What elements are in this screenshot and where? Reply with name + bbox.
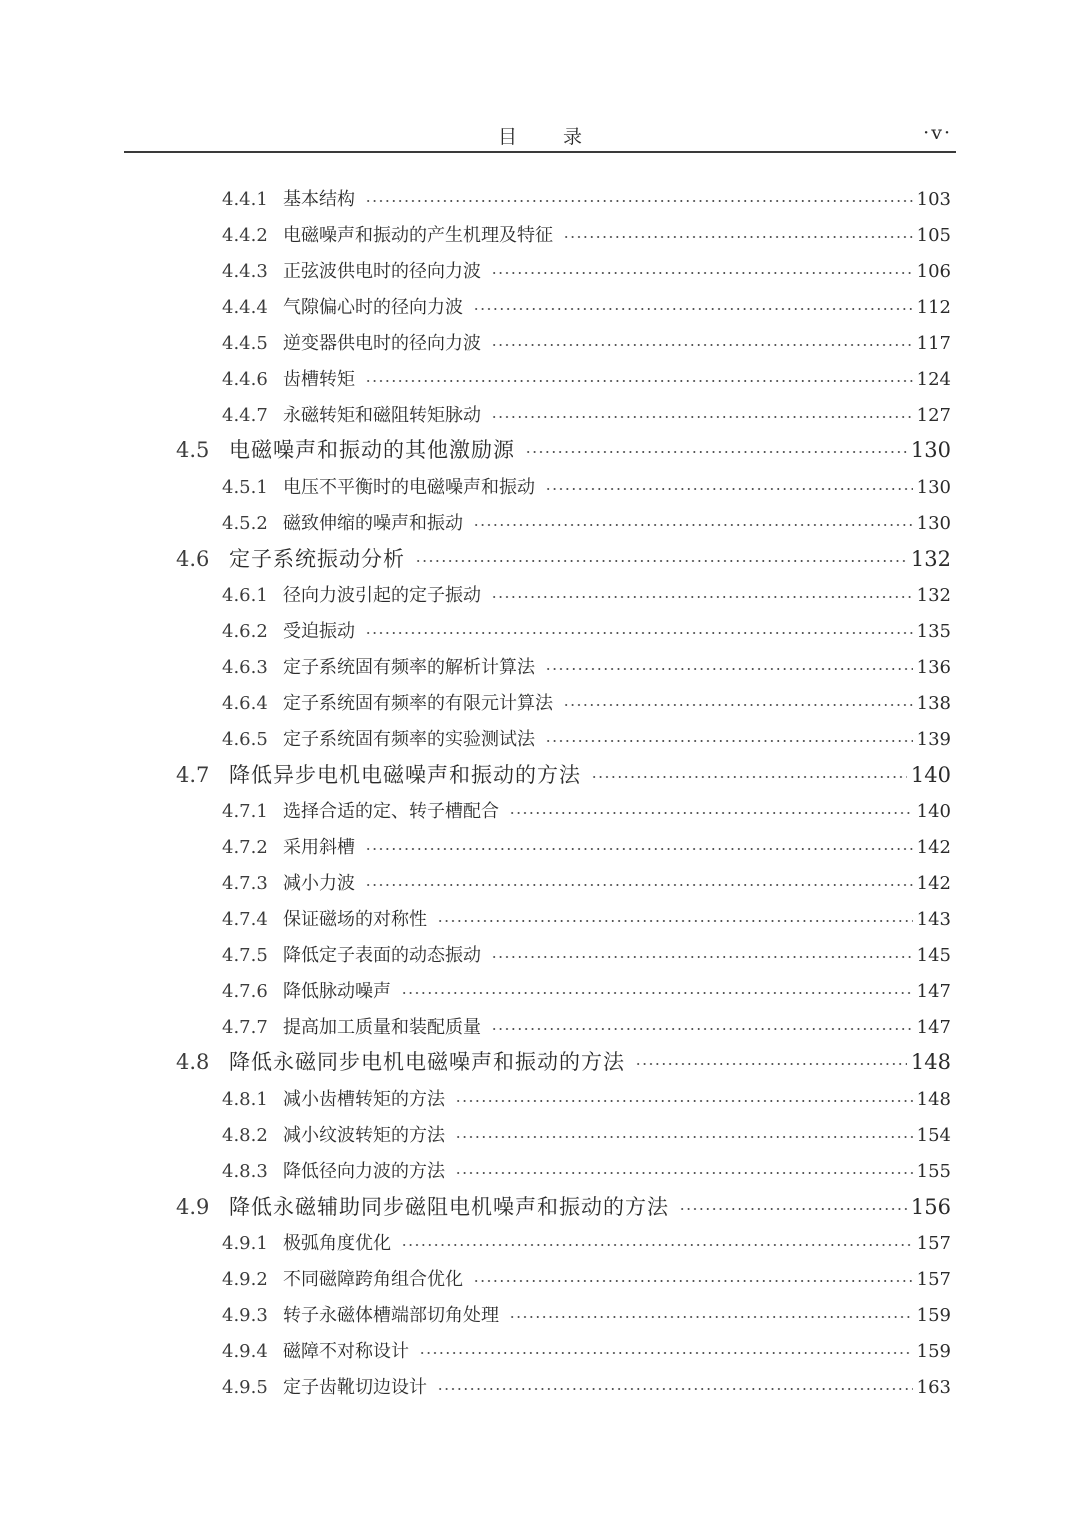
toc-entry-page: 155 (916, 1161, 951, 1182)
toc-section-entry[interactable] (176, 543, 951, 573)
toc-dot-leader (415, 559, 907, 563)
toc-entry-title: 保证磁场的对称性 (283, 909, 427, 930)
toc-section-entry[interactable] (176, 759, 951, 789)
toc-subsection-entry[interactable] (222, 1265, 951, 1291)
toc-entry-number: 4.7.4 (222, 909, 268, 930)
toc-dot-leader (545, 667, 913, 671)
toc-entry-page: 147 (916, 1017, 951, 1038)
toc-entry-page: 157 (916, 1269, 951, 1290)
toc-entry-title: 定子系统振动分析 (229, 547, 405, 571)
toc-subsection-entry[interactable] (222, 869, 951, 895)
toc-entry-number: 4.7.1 (222, 801, 268, 822)
toc-subsection-entry[interactable] (222, 941, 951, 967)
toc-entry-number: 4.4.3 (222, 261, 268, 282)
toc-entry-page: 159 (916, 1305, 951, 1326)
toc-entry-title: 降低脉动噪声 (283, 981, 391, 1002)
toc-entry-number: 4.9.1 (222, 1233, 268, 1254)
toc-dot-leader (365, 631, 913, 635)
toc-entry-number: 4.9 (176, 1195, 210, 1219)
toc-entry-number: 4.9.5 (222, 1377, 268, 1398)
header-page-number: ·v· (923, 122, 952, 144)
toc-dot-leader (491, 343, 913, 347)
toc-entry-number: 4.4.1 (222, 189, 268, 210)
toc-subsection-entry[interactable] (222, 293, 951, 319)
toc-entry-title: 降低定子表面的动态振动 (283, 945, 481, 966)
toc-entry-page: 124 (916, 369, 951, 390)
toc-entry-page: 142 (916, 873, 951, 894)
toc-entry-number: 4.4.2 (222, 225, 268, 246)
toc-dot-leader (491, 415, 913, 419)
toc-subsection-entry[interactable] (222, 653, 951, 679)
toc-entry-title: 减小纹波转矩的方法 (283, 1125, 445, 1146)
toc-entry-title: 齿槽转矩 (283, 369, 355, 390)
toc-dot-leader (591, 775, 907, 779)
toc-entry-number: 4.4.6 (222, 369, 268, 390)
toc-entry-page: 148 (910, 1050, 951, 1074)
toc-entry-title: 选择合适的定、转子槽配合 (283, 801, 499, 822)
toc-entry-title: 降低径向力波的方法 (283, 1161, 445, 1182)
toc-dot-leader (473, 523, 913, 527)
toc-entry-page: 130 (910, 438, 951, 462)
toc-dot-leader (545, 739, 913, 743)
toc-section-entry[interactable] (176, 1046, 951, 1076)
toc-entry-page: 132 (916, 585, 951, 606)
toc-entry-number: 4.6.5 (222, 729, 268, 750)
toc-subsection-entry[interactable] (222, 1301, 951, 1327)
toc-entry-title: 定子系统固有频率的解析计算法 (283, 657, 535, 678)
toc-entry-page: 156 (910, 1195, 951, 1219)
toc-dot-leader (401, 991, 913, 995)
toc-entry-number: 4.7.5 (222, 945, 268, 966)
toc-entry-number: 4.6.3 (222, 657, 268, 678)
toc-dot-leader (365, 379, 913, 383)
toc-entry-title: 径向力波引起的定子振动 (283, 585, 481, 606)
toc-subsection-entry[interactable] (222, 329, 951, 355)
toc-entry-number: 4.6.1 (222, 585, 268, 606)
toc-dot-leader (473, 307, 913, 311)
toc-entry-title: 永磁转矩和磁阻转矩脉动 (283, 405, 481, 426)
toc-entry-title: 降低永磁同步电机电磁噪声和振动的方法 (229, 1050, 625, 1074)
toc-dot-leader (491, 595, 913, 599)
toc-dot-leader (491, 955, 913, 959)
toc-dot-leader (455, 1099, 913, 1103)
toc-entry-page: 127 (916, 405, 951, 426)
toc-dot-leader (401, 1243, 913, 1247)
toc-dot-leader (455, 1135, 913, 1139)
toc-entry-page: 136 (916, 657, 951, 678)
toc-entry-title: 不同磁障跨角组合优化 (283, 1269, 463, 1290)
toc-dot-leader (563, 235, 913, 239)
toc-dot-leader (419, 1351, 913, 1355)
toc-entry-title: 采用斜槽 (283, 837, 355, 858)
toc-entry-number: 4.7.3 (222, 873, 268, 894)
toc-subsection-entry[interactable] (222, 977, 951, 1003)
toc-entry-number: 4.9.3 (222, 1305, 268, 1326)
toc-entry-title: 电压不平衡时的电磁噪声和振动 (283, 477, 535, 498)
toc-entry-page: 117 (916, 333, 951, 354)
toc-subsection-entry[interactable] (222, 1121, 951, 1147)
toc-dot-leader (437, 1387, 913, 1391)
toc-subsection-entry[interactable] (222, 581, 951, 607)
toc-entry-page: 159 (916, 1341, 951, 1362)
toc-dot-leader (491, 1027, 913, 1031)
toc-subsection-entry[interactable] (222, 797, 951, 823)
toc-subsection-entry[interactable] (222, 1337, 951, 1363)
toc-entry-page: 105 (916, 225, 951, 246)
toc-subsection-entry[interactable] (222, 257, 951, 283)
toc-entry-page: 138 (916, 693, 951, 714)
toc-entry-number: 4.4.7 (222, 405, 268, 426)
toc-entry-number: 4.7.2 (222, 837, 268, 858)
toc-subsection-entry[interactable] (222, 221, 951, 247)
toc-dot-leader (437, 919, 913, 923)
toc-entry-page: 135 (916, 621, 951, 642)
toc-entry-title: 降低异步电机电磁噪声和振动的方法 (229, 763, 581, 787)
toc-entry-title: 磁障不对称设计 (283, 1341, 409, 1362)
toc-entry-number: 4.4.5 (222, 333, 268, 354)
toc-entry-page: 130 (916, 513, 951, 534)
toc-entry-title: 基本结构 (283, 189, 355, 210)
toc-subsection-entry[interactable] (222, 473, 951, 499)
toc-entry-title: 定子齿靴切边设计 (283, 1377, 427, 1398)
toc-subsection-entry[interactable] (222, 689, 951, 715)
toc-entry-number: 4.5 (176, 438, 210, 462)
toc-entry-page: 154 (916, 1125, 951, 1146)
toc-entry-page: 148 (916, 1089, 951, 1110)
toc-entry-page: 140 (916, 801, 951, 822)
toc-dot-leader (365, 199, 913, 203)
toc-entry-title: 减小齿槽转矩的方法 (283, 1089, 445, 1110)
toc-entry-page: 139 (916, 729, 951, 750)
toc-entry-page: 130 (916, 477, 951, 498)
toc-entry-number: 4.8.1 (222, 1089, 268, 1110)
toc-entry-number: 4.6.4 (222, 693, 268, 714)
toc-entry-title: 极弧角度优化 (283, 1233, 391, 1254)
toc-subsection-entry[interactable] (222, 1157, 951, 1183)
toc-subsection-entry[interactable] (222, 365, 951, 391)
toc-entry-page: 132 (910, 547, 951, 571)
toc-subsection-entry[interactable] (222, 905, 951, 931)
toc-subsection-entry[interactable] (222, 401, 951, 427)
toc-entry-page: 143 (916, 909, 951, 930)
toc-entry-number: 4.8.3 (222, 1161, 268, 1182)
toc-entry-page: 147 (916, 981, 951, 1002)
toc-entry-number: 4.7.7 (222, 1017, 268, 1038)
toc-entry-number: 4.8 (176, 1050, 210, 1074)
toc-entry-title: 正弦波供电时的径向力波 (283, 261, 481, 282)
toc-dot-leader (473, 1279, 913, 1283)
toc-entry-title: 减小力波 (283, 873, 355, 894)
toc-dot-leader (455, 1171, 913, 1175)
toc-entry-title: 电磁噪声和振动的其他激励源 (229, 438, 515, 462)
toc-dot-leader (365, 883, 913, 887)
toc-entry-page: 157 (916, 1233, 951, 1254)
toc-entry-number: 4.5.1 (222, 477, 268, 498)
toc-entry-title: 定子系统固有频率的有限元计算法 (283, 693, 553, 714)
toc-entry-title: 受迫振动 (283, 621, 355, 642)
toc-dot-leader (509, 811, 913, 815)
toc-entry-page: 163 (916, 1377, 951, 1398)
toc-dot-leader (635, 1062, 907, 1066)
toc-subsection-entry[interactable] (222, 833, 951, 859)
toc-entry-number: 4.5.2 (222, 513, 268, 534)
toc-dot-leader (563, 703, 913, 707)
toc-dot-leader (491, 271, 913, 275)
toc-entry-page: 142 (916, 837, 951, 858)
toc-entry-number: 4.8.2 (222, 1125, 268, 1146)
toc-subsection-entry[interactable] (222, 725, 951, 751)
toc-entry-page: 140 (910, 763, 951, 787)
toc-subsection-entry[interactable] (222, 185, 951, 211)
toc-entry-number: 4.7 (176, 763, 210, 787)
toc-entry-number: 4.6.2 (222, 621, 268, 642)
toc-subsection-entry[interactable] (222, 1373, 951, 1399)
toc-entry-page: 145 (916, 945, 951, 966)
toc-entry-title: 提高加工质量和装配质量 (283, 1017, 481, 1038)
toc-entry-number: 4.4.4 (222, 297, 268, 318)
toc-entry-number: 4.6 (176, 547, 210, 571)
toc-entry-title: 磁致伸缩的噪声和振动 (283, 513, 463, 534)
toc-section-entry[interactable] (176, 434, 951, 464)
toc-entry-title: 转子永磁体槽端部切角处理 (283, 1305, 499, 1326)
toc-entry-page: 112 (916, 297, 951, 318)
toc-entry-title: 定子系统固有频率的实验测试法 (283, 729, 535, 750)
toc-subsection-entry[interactable] (222, 617, 951, 643)
toc-dot-leader (679, 1207, 907, 1211)
toc-entry-number: 4.9.4 (222, 1341, 268, 1362)
toc-subsection-entry[interactable] (222, 1085, 951, 1111)
toc-entry-title: 降低永磁辅助同步磁阻电机噪声和振动的方法 (229, 1195, 669, 1219)
toc-subsection-entry[interactable] (222, 1229, 951, 1255)
toc-dot-leader (525, 450, 907, 454)
toc-entry-title: 逆变器供电时的径向力波 (283, 333, 481, 354)
toc-dot-leader (509, 1315, 913, 1319)
toc-entry-number: 4.7.6 (222, 981, 268, 1002)
toc-subsection-entry[interactable] (222, 1013, 951, 1039)
toc-entry-number: 4.9.2 (222, 1269, 268, 1290)
toc-dot-leader (365, 847, 913, 851)
toc-entry-title: 气隙偏心时的径向力波 (283, 297, 463, 318)
toc-subsection-entry[interactable] (222, 509, 951, 535)
toc-entry-page: 103 (916, 189, 951, 210)
toc-section-entry[interactable] (176, 1191, 951, 1221)
header-title: 目录 (497, 126, 628, 148)
toc-entry-page: 106 (916, 261, 951, 282)
toc-dot-leader (545, 487, 913, 491)
toc-entry-title: 电磁噪声和振动的产生机理及特征 (283, 225, 553, 246)
